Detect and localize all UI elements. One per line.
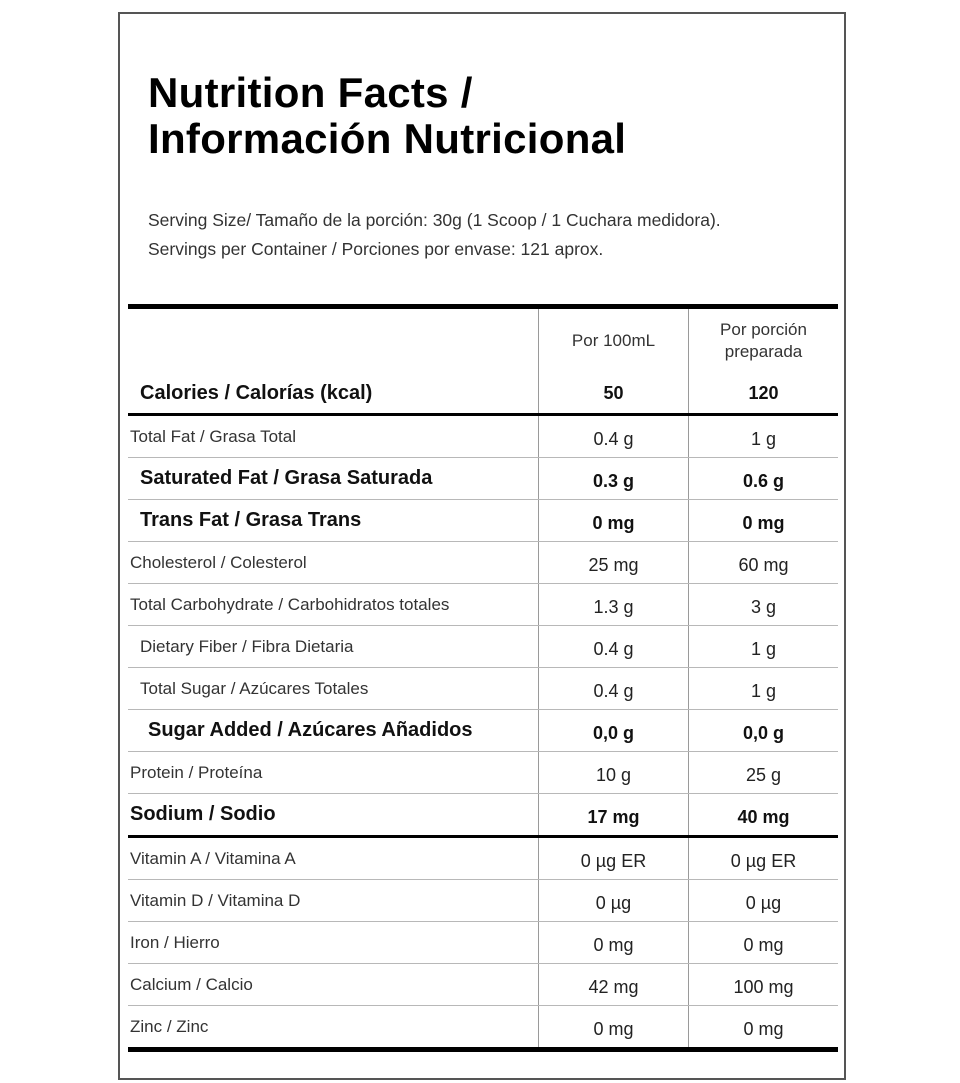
table-row-sodium <box>128 794 838 838</box>
calories-per-100ml: 50 <box>538 373 688 413</box>
value-per-100ml: 0,0 g <box>538 710 688 751</box>
column-header-per-100ml <box>538 309 688 373</box>
servings-per-container: Servings per Container / Porciones por envase: 121 aprox. <box>148 239 604 259</box>
value-per-serving: 3 g <box>688 584 838 625</box>
value-per-100ml: 17 mg <box>538 794 688 835</box>
nutrient-label: Zinc / Zinc <box>130 1016 209 1036</box>
nutrient-label: Total Fat / Grasa Total <box>130 426 296 446</box>
value-per-serving: 0 mg <box>688 922 838 963</box>
value-per-100ml: 0.4 g <box>538 668 688 709</box>
nutrient-label: Total Carbohydrate / Carbohidratos totales <box>130 594 450 614</box>
table-row-calcium <box>128 964 838 1006</box>
table-row-cholesterol <box>128 542 838 584</box>
nutrient-label: Dietary Fiber / Fibra Dietaria <box>140 636 354 656</box>
table-row-vitamin-a <box>128 838 838 880</box>
header-spacer <box>128 309 538 373</box>
title-line-english: Nutrition Facts / <box>148 69 473 116</box>
nutrient-label: Sugar Added / Azúcares Añadidos <box>148 719 473 741</box>
value-per-serving: 0 mg <box>688 1006 838 1047</box>
column-header-per-serving <box>688 309 838 373</box>
value-per-serving: 40 mg <box>688 794 838 835</box>
value-per-serving: 0 µg <box>688 880 838 921</box>
value-per-serving: 25 g <box>688 752 838 793</box>
table-row-total-fat <box>128 416 838 458</box>
value-per-100ml: 0 mg <box>538 922 688 963</box>
value-per-serving: 0 mg <box>688 500 838 541</box>
per-serving-label-line1: Por porción <box>720 320 807 339</box>
value-per-serving: 0,0 g <box>688 710 838 751</box>
per-serving-label-line2: preparada <box>724 342 803 361</box>
nutrient-label: Protein / Proteína <box>130 762 263 782</box>
value-per-100ml: 0 µg <box>538 880 688 921</box>
column-header-row <box>128 309 838 373</box>
value-per-100ml: 0.3 g <box>538 458 688 499</box>
value-per-100ml: 25 mg <box>538 542 688 583</box>
value-per-100ml: 0.4 g <box>538 626 688 667</box>
nutrient-label: Calcium / Calcio <box>130 974 253 994</box>
nutrient-label: Vitamin D / Vitamina D <box>130 890 301 910</box>
per-100ml-label: Por 100mL <box>571 331 656 350</box>
table-row-sugar-added <box>128 710 838 752</box>
value-per-100ml: 0 mg <box>538 1006 688 1047</box>
table-row-saturated-fat <box>128 458 838 500</box>
nutrient-label: Iron / Hierro <box>130 932 220 952</box>
value-per-serving: 60 mg <box>688 542 838 583</box>
table-row-vitamin-d <box>128 880 838 922</box>
table-row-trans-fat <box>128 500 838 542</box>
value-per-serving: 100 mg <box>688 964 838 1005</box>
nutrient-label: Total Sugar / Azúcares Totales <box>140 678 369 698</box>
value-per-100ml: 0 mg <box>538 500 688 541</box>
label-title <box>148 70 626 162</box>
calories-row <box>128 373 838 416</box>
value-per-100ml: 1.3 g <box>538 584 688 625</box>
table-row-dietary-fiber <box>128 626 838 668</box>
nutrition-label <box>118 12 846 1080</box>
serving-info <box>148 206 721 264</box>
value-per-serving: 0 µg ER <box>688 838 838 879</box>
nutrient-label: Saturated Fat / Grasa Saturada <box>140 467 433 489</box>
table-row-protein <box>128 752 838 794</box>
table-row-zinc <box>128 1006 838 1048</box>
table-row-total-sugar <box>128 668 838 710</box>
value-per-serving: 1 g <box>688 626 838 667</box>
value-per-100ml: 0 µg ER <box>538 838 688 879</box>
calories-label: Calories / Calorías (kcal) <box>140 381 373 404</box>
nutrient-label: Vitamin A / Vitamina A <box>130 848 296 868</box>
calories-per-serving: 120 <box>688 373 838 413</box>
value-per-100ml: 0.4 g <box>538 416 688 457</box>
nutrition-table <box>128 304 838 1052</box>
value-per-100ml: 10 g <box>538 752 688 793</box>
table-row-total-carbohydrate <box>128 584 838 626</box>
title-line-spanish: Información Nutricional <box>148 115 627 162</box>
nutrient-label: Cholesterol / Colesterol <box>130 552 307 572</box>
serving-size: Serving Size/ Tamaño de la porción: 30g (1 Scoop / 1 Cuchara medidora). <box>148 210 721 230</box>
nutrient-label: Trans Fat / Grasa Trans <box>140 509 362 531</box>
table-row-iron <box>128 922 838 964</box>
value-per-serving: 0.6 g <box>688 458 838 499</box>
per-serving-label <box>720 319 807 363</box>
nutrient-label: Sodium / Sodio <box>130 803 276 825</box>
bottom-thick-rule <box>128 1047 838 1052</box>
value-per-serving: 1 g <box>688 668 838 709</box>
value-per-100ml: 42 mg <box>538 964 688 1005</box>
value-per-serving: 1 g <box>688 416 838 457</box>
